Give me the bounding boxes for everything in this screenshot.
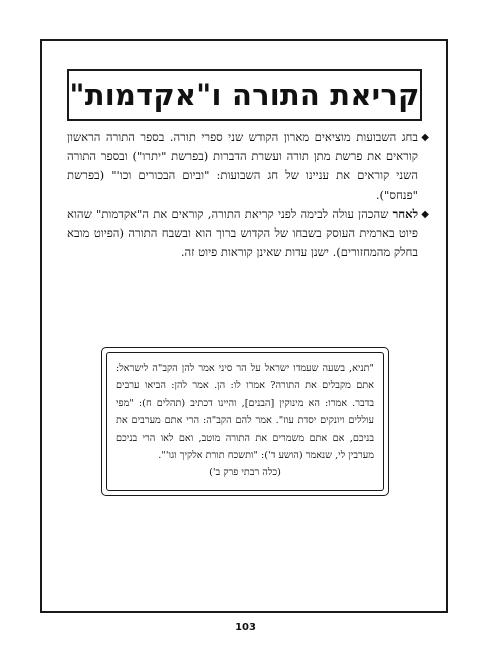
page-number: 103 [235,622,256,633]
paragraph-1 [67,128,429,205]
paragraph-2 [67,205,429,263]
body-text [67,128,429,262]
quote-inner-frame [106,352,384,491]
quote-box [101,347,389,496]
page-title: קריאת התורה ו"אקדמות" [69,78,420,112]
diamond-bullet-icon: ◆ [421,208,429,220]
paragraph-1-text: בחג השבועות מוציאים מארון הקודש שני ספרי תורה. בספר התורה הראשון קוראים את פרשת מתן תורה ועשרת הדברות (בפרשת "יתרו") ובספר התורה השני קוראים את עניינו של חג השבועות: "וביום הבכורים וכו'" (בפרשת "פנחס"). [67,130,418,202]
page-border-frame [40,39,448,613]
quote-source: (כלה רבתי פרק ב') [209,467,281,479]
diamond-bullet-icon: ◆ [421,132,429,143]
quote-text: "תניא, בשעה שעמדו ישראל על הר סיני אמר להן הקב"ה לישראל: אתם מקבלים את התורה? אמרו לו: הן. אמר להן: הביאו ערבים בדבר. אמרו: הא מינוקין [הבנים], והיינו דכתיב (תהלים ח): "מפי עוללים ויונקים יסדת עוז". אמר להם הקב"ה: הרי אתם מערבים את בניכם, אם אתם משמרים את התורה מוטב, ואם לאו הרי בניכם מערבין לי, שנאמר (הושע ד'): "ותשכח תורת אלקיך וגו'". [116,363,374,462]
paragraph-2-text: שהכהן עולה לבימה לפני קריאת התורה, קוראים את ה"אקדמות" שהוא פיוט בארמית העוסק בשבחו של הקדוש ברוך הוא ובשבח התורה (הפיוט מובא בחלק מהמחזורים). ישנן עדות שאינן קוראות פיוט זה. [67,206,418,260]
paragraph-2-lead: לאחר [392,206,418,221]
title-box [67,69,422,121]
